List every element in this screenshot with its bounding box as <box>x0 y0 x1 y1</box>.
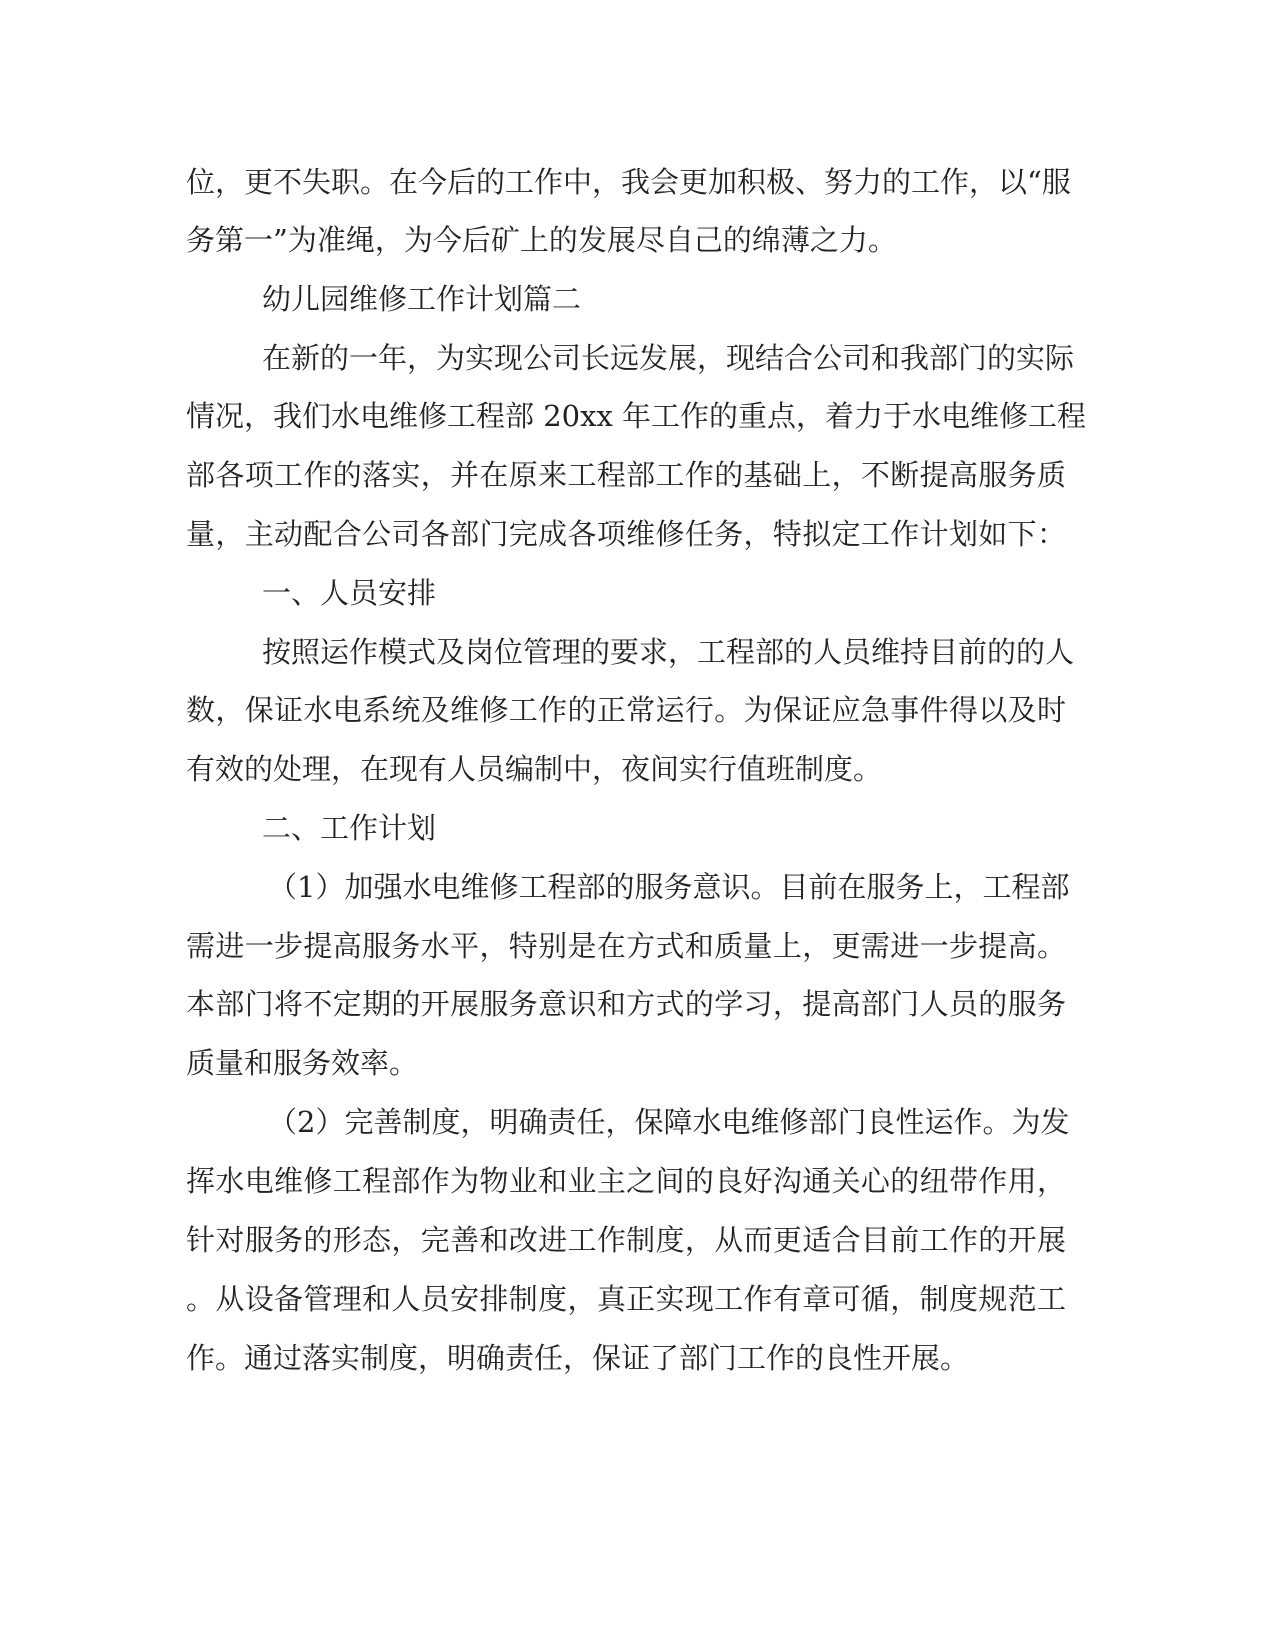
paragraph-line: 挥水电维修工程部作为物业和业主之间的良好沟通关心的纽带作用， <box>186 1164 1066 1198</box>
paragraph-line: 需进一步提高服务水平，特别是在方式和质量上，更需进一步提高。 <box>186 929 1066 963</box>
paragraph-line: （2）完善制度，明确责任，保障水电维修部门良性运作。为发 <box>268 1105 1070 1139</box>
paragraph-line: 情况，我们水电维修工程部 20xx 年工作的重点，着力于水电维修工程 <box>186 399 1087 433</box>
subsection-heading: 二、工作计划 <box>262 811 437 845</box>
subsection-heading: 一、人员安排 <box>262 576 437 610</box>
paragraph-line: 按照运作模式及岗位管理的要求，工程部的人员维持目前的的人 <box>262 635 1075 669</box>
paragraph-line: 在新的一年，为实现公司长远发展，现结合公司和我部门的实际 <box>262 341 1075 375</box>
paragraph-line: 作。通过落实制度，明确责任，保证了部门工作的良性开展。 <box>186 1341 970 1375</box>
paragraph-line: 。从设备管理和人员安排制度，真正实现工作有章可循，制度规范工 <box>186 1282 1066 1316</box>
paragraph-line: 位，更不失职。在今后的工作中，我会更加积极、努力的工作，以“服 <box>186 165 1071 199</box>
paragraph-line: 量，主动配合公司各部门完成各项维修任务，特拟定工作计划如下： <box>186 517 1066 551</box>
paragraph-line: 数，保证水电系统及维修工作的正常运行。为保证应急事件得以及时 <box>186 693 1066 727</box>
paragraph-line: 质量和服务效率。 <box>186 1046 419 1080</box>
paragraph-line: 针对服务的形态，完善和改进工作制度，从而更适合目前工作的开展 <box>186 1223 1066 1257</box>
paragraph-line: （1）加强水电维修工程部的服务意识。目前在服务上，工程部 <box>268 870 1070 904</box>
paragraph-line: 有效的处理，在现有人员编制中，夜间实行值班制度。 <box>186 752 883 786</box>
paragraph-line: 部各项工作的落实，并在原来工程部工作的基础上，不断提高服务质 <box>186 458 1066 492</box>
paragraph-line: 本部门将不定期的开展服务意识和方式的学习，提高部门人员的服务 <box>186 987 1066 1021</box>
paragraph-line: 务第一”为准绳，为今后矿上的发展尽自己的绵薄之力。 <box>186 223 897 257</box>
section-heading: 幼儿园维修工作计划篇二 <box>262 282 582 316</box>
